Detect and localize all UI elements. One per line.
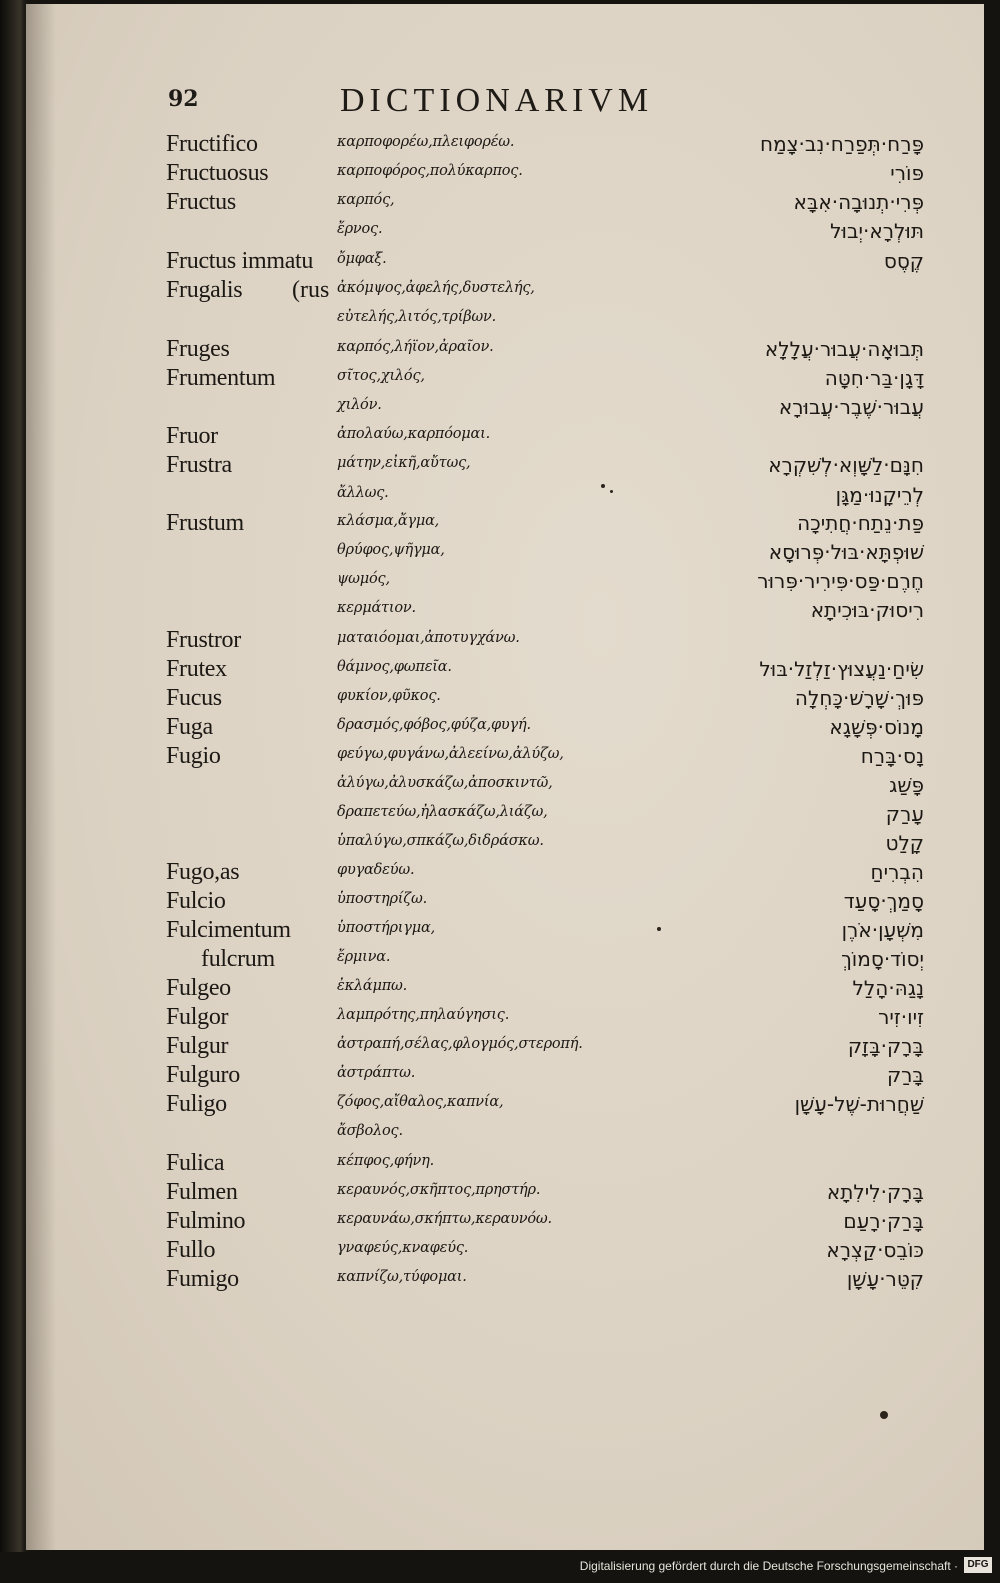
entry-row (0, 1062, 1000, 1091)
greek-equivalent: γναφεύς,κναφεύς. (337, 1240, 469, 1256)
latin-headword: Fucus (166, 685, 222, 711)
entry-row (0, 1120, 1000, 1149)
greek-equivalent: ψωμός, (337, 571, 390, 587)
entry-row (0, 306, 1000, 335)
greek-equivalent: κεραυνάω,σκήπτω,κεραυνόω. (337, 1211, 552, 1227)
latin-headword: Fructus immatu (166, 248, 314, 274)
greek-equivalent: κερμάτιον. (337, 600, 416, 616)
hebrew-equivalent: רִיסוּק·בּוּכִיתָא (810, 598, 924, 622)
hebrew-equivalent: שִׂיחַ·נַעֲצוּץ·זַלְזַל·בּוּל (759, 657, 924, 681)
greek-equivalent: φεύγω,φυγάνω,ἀλεείνω,ἀλύζω, (337, 746, 564, 762)
entry-row (0, 539, 1000, 568)
dfg-logo-icon: DFG (964, 1557, 992, 1573)
latin-headword: Fulmen (166, 1179, 238, 1205)
latin-headword: Frugalis (166, 277, 243, 303)
hebrew-equivalent: בָּרָק·בָּזָק (847, 1034, 924, 1058)
hebrew-equivalent: נָגַהּ·הָלַל (852, 976, 924, 1000)
hebrew-equivalent: שַׁחֲרוּת-שֶׁל-עָשָׁן (794, 1092, 924, 1116)
hebrew-equivalent: תּוּלְרָא·יְבוּל (830, 219, 924, 243)
entry-row (0, 627, 1000, 656)
hebrew-equivalent: לְרֵיקָנוּ·מַגָּן (835, 483, 924, 507)
greek-equivalent: φυγαδεύω. (337, 862, 415, 878)
entry-row (0, 1150, 1000, 1179)
entry-row (0, 218, 1000, 247)
entry-row (0, 1179, 1000, 1208)
latin-headword: Frutex (166, 656, 227, 682)
hebrew-equivalent: חִנָּם·לַשָּׁוְא·לְשִׁקְרָא (768, 453, 924, 477)
entry-row (0, 656, 1000, 685)
latin-headword: Fuga (166, 714, 213, 740)
footer-credit: Digitalisierung gefördert durch die Deutsche Forschungsgemeinschaft · (579, 1559, 958, 1573)
latin-headword: Fulguro (166, 1062, 240, 1088)
entry-row (0, 365, 1000, 394)
greek-equivalent: ἀστράπτω. (337, 1065, 416, 1081)
entry-row (0, 975, 1000, 1004)
hebrew-equivalent: פָּרַח·תְּפַרַח·נִב·צָמַח (760, 132, 924, 156)
latin-headword: Fugio (166, 743, 221, 769)
greek-equivalent: καρπός,λήϊον,ἀραῖον. (337, 339, 494, 355)
hebrew-equivalent: קֶסֶס (883, 249, 924, 273)
entry-row (0, 394, 1000, 423)
entry-row (0, 1091, 1000, 1120)
latin-headword: Fumigo (166, 1266, 239, 1292)
hebrew-equivalent: עֲבוּר·שֶׁבֶר·עֲבוּרָא (778, 395, 924, 419)
hebrew-equivalent: זִיו·זִיר (878, 1005, 924, 1029)
entry-row (0, 917, 1000, 946)
hebrew-equivalent: בָּרַק·רָעַם (843, 1209, 924, 1233)
entry-row (0, 1208, 1000, 1237)
entry-row (0, 1033, 1000, 1062)
ink-speck (610, 490, 613, 493)
latin-headword: Fulcio (166, 888, 226, 914)
latin-headword: Frustum (166, 510, 244, 536)
entry-row (0, 685, 1000, 714)
hebrew-equivalent: מִשְׁעָן·אֹרֶן (841, 918, 924, 942)
greek-equivalent: κλάσμα,ἄγμα, (337, 513, 440, 529)
entry-row (0, 452, 1000, 481)
latin-headword: Frustra (166, 452, 232, 478)
greek-equivalent: κέπφος,φήνη. (337, 1153, 434, 1169)
greek-equivalent: κεραυνός,σκῆπτος,πρηστήρ. (337, 1182, 541, 1198)
greek-equivalent: λαμπρότης,πηλαύγησις. (337, 1007, 510, 1023)
hebrew-equivalent: כּוֹבֵס·קַצְרָא (826, 1238, 924, 1262)
hebrew-equivalent: דָּגָן·בַּר·חִטָּה (824, 366, 924, 390)
entry-row (0, 423, 1000, 452)
entry-row (0, 1004, 1000, 1033)
entry-row (0, 277, 1000, 306)
ink-speck (880, 1411, 888, 1419)
ink-speck (657, 927, 661, 931)
entry-row (0, 830, 1000, 859)
hebrew-equivalent: פְּרִי·תְנוּבָה·אִבָּא (793, 190, 924, 214)
greek-equivalent: ἀστραπή,σέλας,φλογμός,στεροπή. (337, 1036, 583, 1052)
greek-equivalent: φυκίον,φῦκος. (337, 688, 441, 704)
hebrew-equivalent: תְּבוּאָה·עֲבוּר·עֲלָלָא (764, 337, 924, 361)
greek-equivalent: ἀκόμψος,ἀφελής,δυστελής, (337, 280, 535, 296)
greek-equivalent: ἔρνος. (337, 221, 383, 237)
greek-equivalent: ἄλλως. (337, 485, 389, 501)
entry-row (0, 946, 1000, 975)
latin-continuation: (rus (292, 277, 330, 303)
greek-equivalent: ὑποστήριγμα, (337, 920, 435, 936)
hebrew-equivalent: מָנוֹס·פְּשָׁגָא (829, 715, 924, 739)
hebrew-equivalent: קִטֵּר·עָשָׁן (846, 1267, 924, 1291)
entry-row (0, 482, 1000, 511)
greek-equivalent: μάτην,εἰκῆ,αὔτως, (337, 455, 471, 471)
greek-equivalent: ὑποστηρίζω. (337, 891, 427, 907)
latin-headword: Fugo,as (166, 859, 240, 885)
latin-headword: Fullo (166, 1237, 216, 1263)
greek-equivalent: θάμνος,φωπεῖα. (337, 659, 452, 675)
greek-equivalent: ματαιόομαι,ἀποτυγχάνω. (337, 630, 520, 646)
entry-row (0, 160, 1000, 189)
greek-equivalent: ἐκλάμπω. (337, 978, 408, 994)
greek-equivalent: ὄμφαξ. (337, 251, 387, 267)
latin-headword: Frumentum (166, 365, 276, 391)
latin-headword: fulcrum (201, 946, 275, 972)
hebrew-equivalent: פַּת·נֵתַח·חֲתִיכָה (797, 511, 924, 535)
latin-headword: Fulgur (166, 1033, 229, 1059)
entry-row (0, 248, 1000, 277)
hebrew-equivalent: יְסוֹד·סָמוֹךְ (841, 947, 924, 971)
entry-row (0, 888, 1000, 917)
entry-row (0, 568, 1000, 597)
entry-row (0, 131, 1000, 160)
latin-headword: Fruor (166, 423, 218, 449)
latin-headword: Fulcimentum (166, 917, 291, 943)
hebrew-equivalent: עָרַק (885, 802, 924, 826)
latin-headword: Fructuosus (166, 160, 269, 186)
running-title: DICTIONARIVM (340, 82, 654, 119)
hebrew-equivalent: הִבְרִיחַ (870, 860, 924, 884)
hebrew-equivalent: נָס·בָּרַח (860, 744, 924, 768)
entry-row (0, 510, 1000, 539)
greek-equivalent: ἔρμινα. (337, 949, 391, 965)
entry-row (0, 1237, 1000, 1266)
entry-row (0, 597, 1000, 626)
hebrew-equivalent: חֶרֶם·פַּס·פִּירִיר·פִּרוּר (757, 569, 924, 593)
latin-headword: Fruges (166, 336, 230, 362)
greek-equivalent: εὐτελής,λιτός,τρίβων. (337, 309, 497, 325)
latin-headword: Fulmino (166, 1208, 246, 1234)
hebrew-equivalent: בָּרַק (886, 1063, 924, 1087)
hebrew-equivalent: קָלַט (885, 831, 924, 855)
latin-headword: Frustror (166, 627, 241, 653)
hebrew-equivalent: פּוֹרִי (890, 161, 924, 185)
greek-equivalent: καρποφορέω,πλειφορέω. (337, 134, 515, 150)
entry-row (0, 189, 1000, 218)
greek-equivalent: δρασμός,φόβος,φύζα,φυγή. (337, 717, 531, 733)
greek-equivalent: ἄσβολος. (337, 1123, 403, 1139)
page-number: 92 (168, 86, 199, 112)
latin-headword: Fructus (166, 189, 236, 215)
hebrew-equivalent: סָמַךְ·סָעַד (843, 889, 924, 913)
greek-equivalent: καρπός, (337, 192, 395, 208)
latin-headword: Fuligo (166, 1091, 227, 1117)
latin-headword: Fructifico (166, 131, 258, 157)
entry-row (0, 859, 1000, 888)
hebrew-equivalent: בָּרָק·לִילִתָא (826, 1180, 924, 1204)
greek-equivalent: καπνίζω,τύφομαι. (337, 1269, 467, 1285)
ink-speck (601, 484, 605, 488)
latin-headword: Fulica (166, 1150, 225, 1176)
greek-equivalent: θρύφος,ψῆγμα, (337, 542, 445, 558)
greek-equivalent: ἀλύγω,ἀλυσκάζω,ἀποσκιντῶ, (337, 775, 553, 791)
greek-equivalent: ἀπολαύω,καρπόομαι. (337, 426, 491, 442)
entry-row (0, 743, 1000, 772)
greek-equivalent: δραπετεύω,ἠλασκάζω,λιάζω, (337, 804, 548, 820)
greek-equivalent: ζόφος,αἴθαλος,καπνία, (337, 1094, 504, 1110)
hebrew-equivalent: פָּשַׁג (889, 773, 924, 797)
greek-equivalent: ὑπαλύγω,σπκάζω,διδράσκω. (337, 833, 544, 849)
hebrew-equivalent: שׁוּפְתָּא·בּוּל·פְּרוּסָא (768, 540, 924, 564)
entry-row (0, 1266, 1000, 1295)
greek-equivalent: καρποφόρος,πολύκαρπος. (337, 163, 523, 179)
latin-headword: Fulgeo (166, 975, 231, 1001)
hebrew-equivalent: פּוּךְ·שָׁרָשׁ·כָּחְלָה (794, 686, 924, 710)
entry-row (0, 772, 1000, 801)
greek-equivalent: χιλόν. (337, 397, 382, 413)
entry-row (0, 336, 1000, 365)
latin-headword: Fulgor (166, 1004, 229, 1030)
greek-equivalent: σῖτος,χιλός, (337, 368, 425, 384)
entry-row (0, 801, 1000, 830)
entry-row (0, 714, 1000, 743)
